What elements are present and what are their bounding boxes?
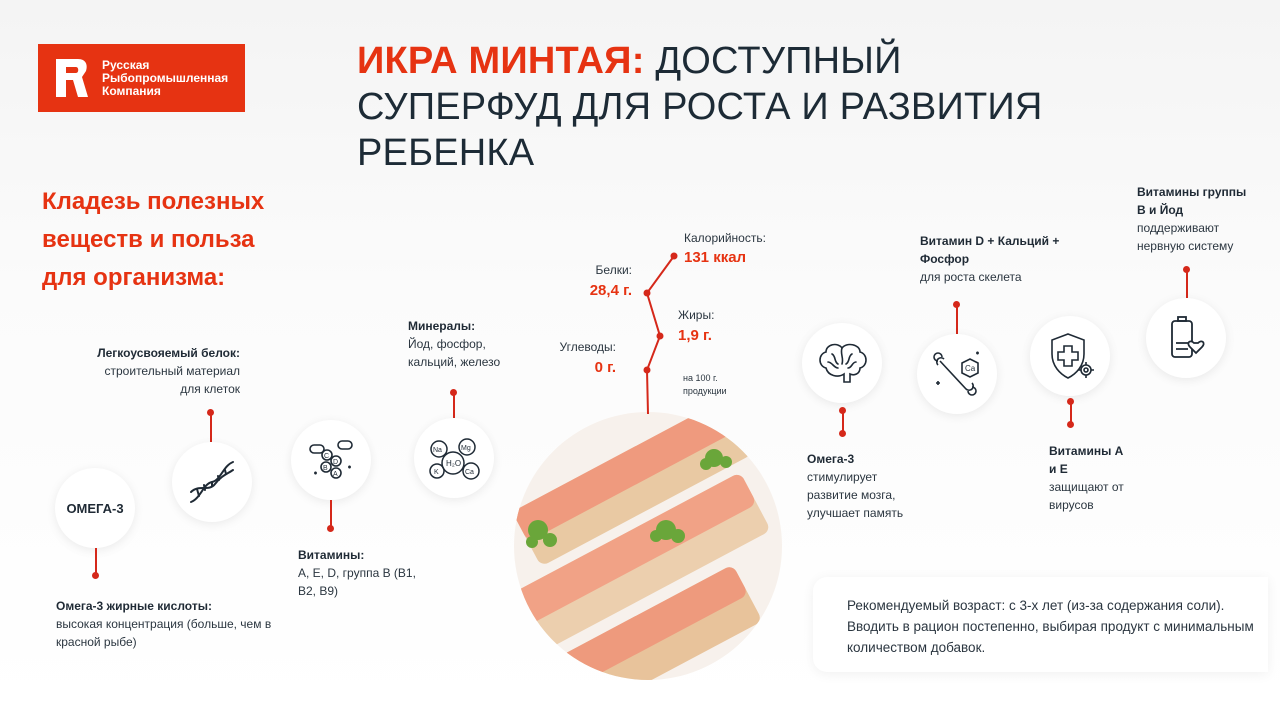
product-photo [514,412,782,680]
ae-description [1049,442,1129,514]
protein-text-1: строительный материал [104,364,240,378]
brain-icon [816,340,868,386]
title-rest: ДОСТУПНЫЙ СУПЕРФУД ДЛЯ РОСТА И РАЗВИТИЯ РЕБЕНКА [357,40,1043,174]
bone-calcium-icon [930,349,984,399]
connector-line [95,548,97,575]
protein-text-2: для клеток [180,382,240,396]
omega-description [56,597,276,651]
minerals-circle [414,418,494,498]
calories-value: 131 ккал [684,249,747,266]
connector-dot [92,572,99,579]
carbs-label: Углеводы: [559,340,616,354]
company-name [102,59,228,98]
vitamins-text: A, E, D, группа B (B1, B2, B9) [298,566,416,598]
vitamins-circle [291,420,371,500]
vitamins-description [298,546,428,600]
connector-dot [327,525,334,532]
omega-circle [55,468,135,548]
title-highlight: ИКРА МИНТАЯ: [357,40,645,82]
vitamins-title: Витамины: [298,548,365,562]
vitamin-pills-icon [306,437,356,483]
minerals-molecules-icon [427,433,481,483]
fish-logo-icon [52,57,90,99]
nutrition-connector [640,250,680,420]
minerals-text: Йод, фосфор, кальций, железо [408,337,501,369]
protein-value: 28,4 г. [589,282,632,299]
calories-label: Калорийность: [684,231,766,245]
vitamin-b-text: поддерживают нервную систему [1137,221,1234,253]
company-name-line3: Компания [102,83,161,98]
ae-text: защищают от вирусов [1049,480,1124,512]
company-logo [38,44,245,112]
protein-description [70,344,240,398]
vitamin-b-description [1137,183,1247,255]
svg-text:Mg: Mg [461,445,471,452]
connector-dot [1067,421,1074,428]
ae-title: Витамины А и Е [1049,444,1124,476]
pollock-roe-toasts-image [514,412,782,680]
bones-circle [917,334,997,414]
fat-label: Жиры: [678,308,715,322]
connector-line [453,394,455,418]
battery-heart-icon [1164,313,1208,363]
carbs-value: 0 г. [594,359,616,376]
omega-circle-label: ОМЕГА-3 [66,500,124,516]
connector-line [956,306,958,334]
svg-text:K: K [434,469,439,476]
protein-title: Легкоусвояемый белок: [97,346,240,360]
company-name-line1: Русская [102,57,150,72]
connector-line [1186,270,1188,298]
recommendation-note [813,577,1268,672]
brain-circle [802,323,882,403]
protein-label: Белки: [595,263,632,277]
brain-text: стимулирует развитие мозга, улучшает память [807,470,904,520]
connector-line [210,414,212,442]
bones-title: Витамин D + Кальций + Фосфор [920,234,1060,266]
company-name-line2: Рыбопромышленная [102,70,229,85]
page-title [357,38,1117,176]
per-100g-note: на 100 г. продукции [683,373,727,396]
vitamin-b-circle [1146,298,1226,378]
bones-text: для роста скелета [920,270,1022,284]
omega-text: высокая концентрация (больше, чем в красной рыбе) [56,617,272,649]
fat-value: 1,9 г. [678,327,712,344]
minerals-description [408,317,528,371]
connector-line [330,500,332,527]
omega-title: Омега-3 жирные кислоты: [56,599,212,613]
protein-circle [172,442,252,522]
section-heading: Кладезь полезных веществ и польза для организма: [42,188,265,291]
svg-text:Ca: Ca [465,469,474,476]
bones-description [920,232,1060,286]
shield-circle [1030,316,1110,396]
shield-cross-icon [1044,330,1096,382]
svg-text:B: B [323,465,328,472]
svg-text:Ca: Ca [965,364,976,373]
svg-text:D: D [333,459,339,466]
svg-text:Na: Na [433,447,442,454]
minerals-title: Минералы: [408,319,476,333]
brain-title: Омега-3 [807,452,855,466]
brain-description [807,450,927,522]
svg-text:A: A [333,471,338,478]
connector-dot [839,430,846,437]
vitamin-b-title: Витамины группы В и Йод [1137,185,1247,217]
svg-text:C: C [324,453,330,460]
svg-text:H₂O: H₂O [446,459,462,468]
recommendation-text: Рекомендуемый возраст: с 3-х лет (из-за содержания соли). Вводить в рацион постепенно, выбирая продукт с минимальным количеством добавок. [847,598,1254,655]
dna-icon [185,458,239,506]
